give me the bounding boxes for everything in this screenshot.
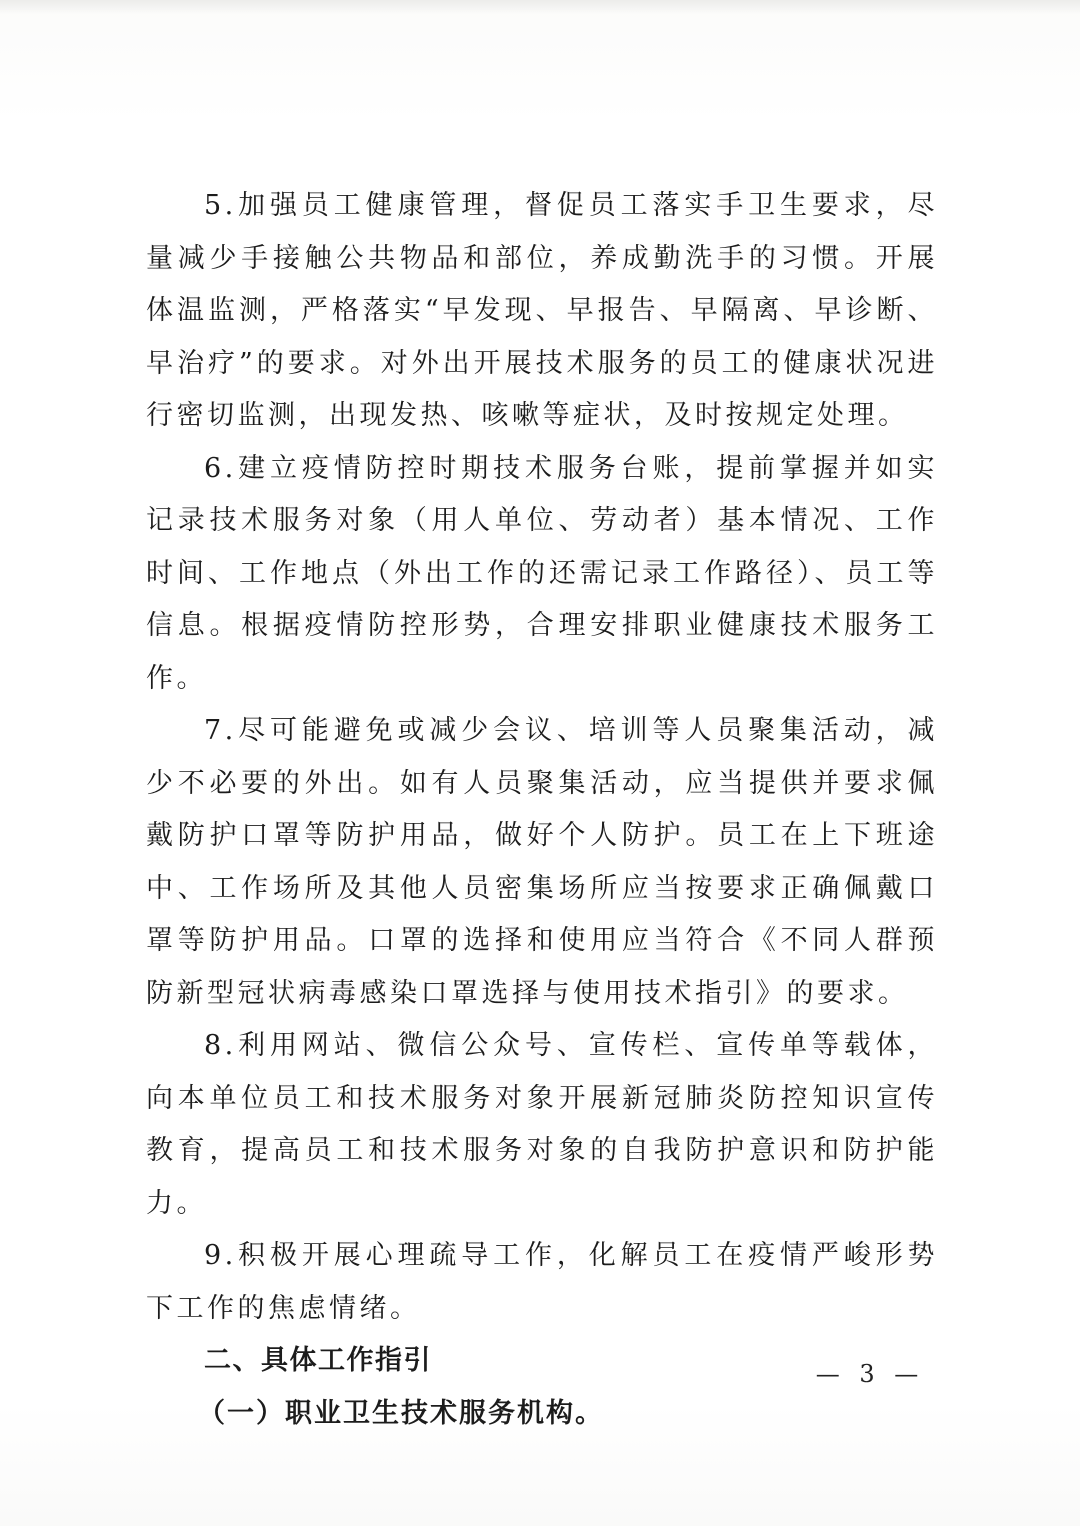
paragraph-5: 5.加强员工健康管理，督促员工落实手卫生要求，尽量减少手接触公共物品和部位，养成勤洗手的习惯。开展体温监测，严格落实“早发现、早报告、早隔离、早诊断、早治疗”的要求。对外出开展技术服务的员工的健康状况进行密切监测，出现发热、咳嗽等症状，及时按规定处理。 xyxy=(146,190,938,431)
paragraph-9: 9.积极开展心理疏导工作，化解员工在疫情严峻形势下工作的焦虑情绪。 xyxy=(146,1240,938,1324)
page-number: — 3 — xyxy=(815,1360,925,1388)
paragraph-6: 6.建立疫情防控时期技术服务台账，提前掌握并如实记录技术服务对象（用人单位、劳动者）基本情况、工作时间、工作地点（外出工作的还需记录工作路径）、员工等信息。根据疫情防控形势，合理安排职业健康技术服务工作。 xyxy=(146,452,938,694)
document-body xyxy=(146,180,938,1440)
paragraph-8: 8.利用网站、微信公众号、宣传栏、宣传单等载体，向本单位员工和技术服务对象开展新冠肺炎防控知识宣传教育，提高员工和技术服务对象的自我防护意识和防护能力。 xyxy=(146,1030,938,1219)
sub-heading: （一）职业卫生技术服务机构。 xyxy=(198,1397,604,1429)
scan-edge xyxy=(0,0,1080,14)
section-heading: 二、具体工作指引 xyxy=(204,1345,432,1376)
paragraph-7: 7.尽可能避免或减少会议、培训等人员聚集活动，减少不必要的外出。如有人员聚集活动，应当提供并要求佩戴防护口罩等防护用品，做好个人防护。员工在上下班途中、工作场所及其他人员密集场所应当按要求正确佩戴口罩等防护用品。口罩的选择和使用应当符合《不同人群预防新型冠状病毒感染口罩选择与使用技术指引》的要求。 xyxy=(146,715,938,1009)
